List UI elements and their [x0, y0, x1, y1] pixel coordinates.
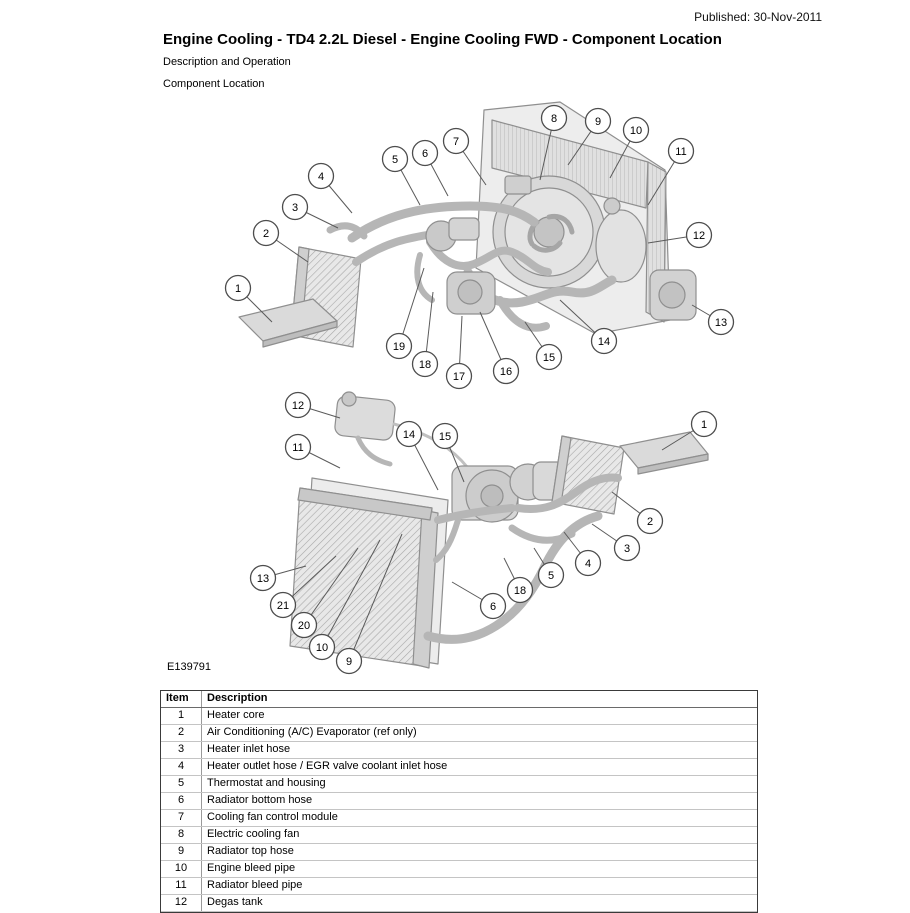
svg-text:1: 1 [700, 419, 708, 431]
callout-15 [433, 424, 458, 449]
svg-text:9: 9 [594, 116, 602, 128]
svg-text:7: 7 [452, 136, 460, 148]
callout-9 [337, 649, 362, 674]
svg-text:10: 10 [315, 642, 329, 654]
item-number: 12 [161, 895, 202, 912]
section-heading-component-location: Component Location [163, 78, 265, 90]
svg-text:16: 16 [499, 366, 513, 378]
svg-text:17: 17 [452, 371, 466, 383]
svg-text:3: 3 [291, 202, 299, 214]
item-number: 9 [161, 844, 202, 861]
table-row [161, 759, 757, 776]
item-number: 10 [161, 861, 202, 878]
table-row [161, 793, 757, 810]
svg-text:11: 11 [292, 442, 304, 454]
svg-text:2: 2 [646, 516, 654, 528]
callout-4 [309, 164, 334, 189]
callout-18 [413, 352, 438, 377]
item-number: 7 [161, 810, 202, 827]
svg-text:20: 20 [297, 620, 311, 632]
figure-id: E139791 [167, 661, 212, 673]
item-description: Heater core [202, 708, 758, 725]
item-description: Engine bleed pipe [202, 861, 758, 878]
svg-text:21: 21 [276, 600, 290, 612]
table-row [161, 708, 757, 725]
callout-14 [592, 329, 617, 354]
item-number: 4 [161, 759, 202, 776]
svg-text:5: 5 [391, 154, 399, 166]
item-number: 2 [161, 725, 202, 742]
svg-text:9: 9 [345, 656, 353, 668]
svg-text:6: 6 [489, 601, 497, 613]
component-table-header [161, 691, 757, 708]
component-table-body [161, 708, 757, 912]
item-number: 3 [161, 742, 202, 759]
svg-text:14: 14 [597, 336, 611, 348]
callout-5 [383, 147, 408, 172]
item-description: Radiator bottom hose [202, 793, 758, 810]
svg-text:18: 18 [418, 359, 432, 371]
item-description: Cooling fan control module [202, 810, 758, 827]
svg-text:2: 2 [262, 228, 270, 240]
callout-14 [397, 422, 422, 447]
svg-text:1: 1 [234, 283, 242, 295]
item-description: Degas tank [202, 895, 758, 912]
item-number: 6 [161, 793, 202, 810]
page-title: Engine Cooling - TD4 2.2L Diesel - Engine Cooling FWD - Component Location [163, 31, 722, 49]
svg-text:18: 18 [513, 585, 527, 597]
callout-1 [226, 276, 251, 301]
published-date: Published: 30-Nov-2011 [694, 10, 822, 24]
callout-2 [254, 221, 279, 246]
callout-1 [692, 412, 717, 437]
callout-5 [539, 563, 564, 588]
callout-3 [283, 195, 308, 220]
callout-6 [413, 141, 438, 166]
svg-text:15: 15 [542, 352, 556, 364]
table-row [161, 742, 757, 759]
table-row [161, 844, 757, 861]
item-number: 11 [161, 878, 202, 895]
svg-text:14: 14 [402, 429, 416, 441]
callout-7 [444, 129, 469, 154]
svg-text:4: 4 [584, 558, 592, 570]
callout-11 [669, 139, 694, 164]
item-description: Electric cooling fan [202, 827, 758, 844]
item-number: 8 [161, 827, 202, 844]
callout-12 [687, 223, 712, 248]
svg-text:4: 4 [317, 171, 325, 183]
table-row [161, 861, 757, 878]
table-header-item: Item [161, 691, 202, 708]
item-description: Thermostat and housing [202, 776, 758, 793]
svg-text:19: 19 [392, 341, 406, 353]
table-row [161, 878, 757, 895]
svg-text:5: 5 [547, 570, 555, 582]
callout-19 [387, 334, 412, 359]
callout-13 [709, 310, 734, 335]
table-header-row [161, 691, 757, 708]
table-row [161, 725, 757, 742]
table-row [161, 895, 757, 912]
svg-text:15: 15 [438, 431, 452, 443]
svg-text:12: 12 [291, 400, 305, 412]
callout-10 [624, 118, 649, 143]
callout-17 [447, 364, 472, 389]
callout-11 [286, 435, 311, 460]
callout-20 [292, 613, 317, 638]
callout-12 [286, 393, 311, 418]
subtitle-description-and-operation: Description and Operation [163, 56, 291, 68]
svg-text:8: 8 [550, 113, 558, 125]
item-number: 1 [161, 708, 202, 725]
svg-text:12: 12 [692, 230, 706, 242]
table-row [161, 827, 757, 844]
component-table-container [160, 690, 758, 913]
callout-13 [251, 566, 276, 591]
table-row [161, 776, 757, 793]
callout-4 [576, 551, 601, 576]
table-row [161, 810, 757, 827]
callout-9 [586, 109, 611, 134]
item-description: Heater inlet hose [202, 742, 758, 759]
svg-text:10: 10 [629, 125, 643, 137]
callout-15 [537, 345, 562, 370]
component-table [161, 691, 757, 912]
callout-6 [481, 594, 506, 619]
item-description: Radiator bleed pipe [202, 878, 758, 895]
callout-2 [638, 509, 663, 534]
svg-text:13: 13 [714, 317, 728, 329]
svg-text:6: 6 [421, 148, 429, 160]
callout-18 [508, 578, 533, 603]
svg-text:11: 11 [675, 146, 687, 158]
callout-8 [542, 106, 567, 131]
svg-text:13: 13 [256, 573, 270, 585]
callout-16 [494, 359, 519, 384]
item-number: 5 [161, 776, 202, 793]
callout-10 [310, 635, 335, 660]
item-description: Heater outlet hose / EGR valve coolant inlet hose [202, 759, 758, 776]
svg-text:3: 3 [623, 543, 631, 555]
item-description: Radiator top hose [202, 844, 758, 861]
callout-3 [615, 536, 640, 561]
item-description: Air Conditioning (A/C) Evaporator (ref only) [202, 725, 758, 742]
callout-21 [271, 593, 296, 618]
table-header-description: Description [202, 691, 758, 708]
